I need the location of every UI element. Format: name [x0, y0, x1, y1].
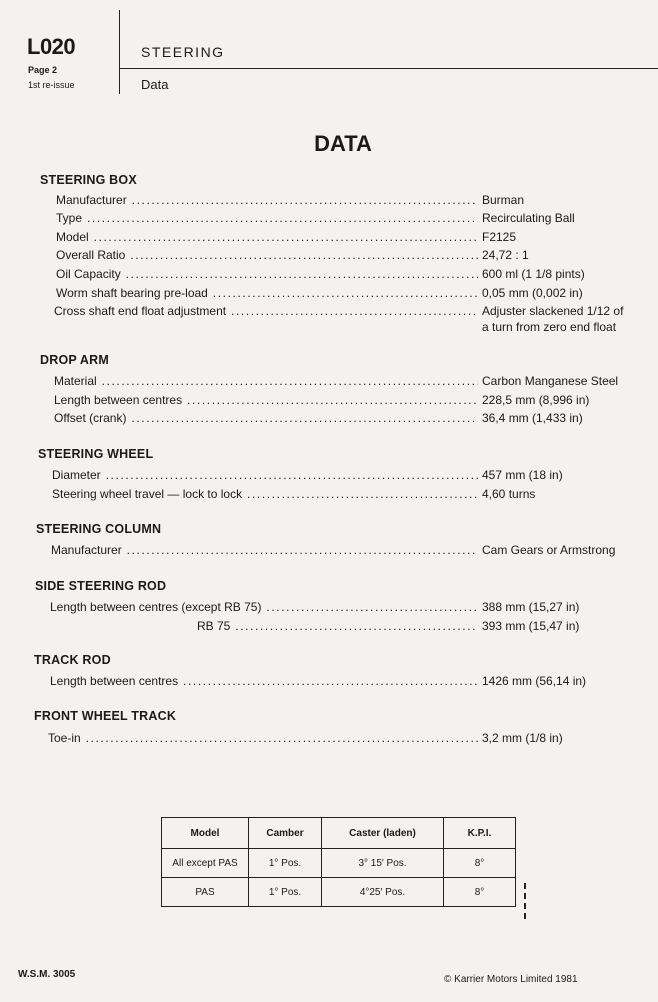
spec-label: Worm shaft bearing pre-load ..... — [56, 285, 480, 301]
spec-value: 36,4 mm (1,433 in) — [478, 410, 583, 426]
section-heading-drop-arm: DROP ARM — [40, 353, 109, 367]
spec-label: Length between centres ..... — [50, 673, 480, 689]
spec-value: 1426 mm (56,14 in) — [478, 673, 586, 689]
spec-label: Material ..... — [54, 373, 480, 389]
section-heading-steering-column: STEERING COLUMN — [36, 522, 162, 536]
document-code: L020 — [27, 34, 76, 59]
table-cell: 1° Pos. — [249, 878, 322, 907]
header-vertical-divider — [119, 10, 120, 94]
spec-label: Manufacturer ..... — [56, 192, 480, 208]
section-heading-track-rod: TRACK ROD — [34, 653, 111, 667]
column-header: Model — [162, 818, 249, 849]
footer-manual-number: W.S.M. 3005 — [18, 969, 76, 980]
section-heading-steering-wheel: STEERING WHEEL — [38, 447, 154, 461]
wheel-geometry-table — [161, 817, 516, 907]
table-cell: All except PAS — [162, 849, 249, 878]
spec-label: Length between centres ..... — [54, 392, 480, 408]
spec-value: Burman — [478, 192, 524, 208]
section-heading-side-steering-rod: SIDE STEERING ROD — [35, 579, 167, 593]
spec-label: Oil Capacity ..... — [56, 266, 480, 282]
table-row — [162, 878, 516, 907]
spec-label: Model ..... — [56, 229, 480, 245]
spec-value: 3,2 mm (1/8 in) — [478, 730, 563, 746]
spec-label: Manufacturer ..... — [51, 542, 480, 558]
spec-label: Type ..... — [56, 210, 480, 226]
revision-bar — [524, 883, 527, 919]
spec-value: Cam Gears or Armstrong — [478, 542, 615, 558]
column-header: Camber — [249, 818, 322, 849]
section-heading-front-wheel-track: FRONT WHEEL TRACK — [34, 709, 177, 723]
spec-value: Adjuster slackened 1/12 of — [478, 303, 623, 319]
footer-copyright: © Karrier Motors Limited 1981 — [444, 974, 578, 985]
spec-label: Cross shaft end float adjustment ..... — [54, 303, 478, 319]
spec-value: 393 mm (15,47 in) — [478, 618, 579, 634]
spec-value: F2125 — [478, 229, 516, 245]
spec-value: 388 mm (15,27 in) — [478, 599, 579, 615]
spec-value: Recirculating Ball — [478, 210, 575, 226]
column-header: Caster (laden) — [322, 818, 444, 849]
header-horizontal-divider — [119, 68, 658, 69]
table-cell: PAS — [162, 878, 249, 907]
spec-value: 600 ml (1 1/8 pints) — [478, 266, 585, 282]
spec-value: 457 mm (18 in) — [478, 467, 563, 483]
spec-value: 4,60 turns — [478, 486, 535, 502]
spec-label: Offset (crank) ..... — [54, 410, 480, 426]
spec-value: 24,72 : 1 — [478, 247, 529, 263]
table-row — [162, 849, 516, 878]
spec-value-continued: a turn from zero end float — [482, 320, 617, 334]
spec-value: Carbon Manganese Steel — [478, 373, 618, 389]
table-cell: 1° Pos. — [249, 849, 322, 878]
spec-value: 228,5 mm (8,996 in) — [478, 392, 589, 408]
page-number: Page 2 — [28, 65, 58, 75]
spec-label: Steering wheel travel — lock to lock ..... — [52, 486, 480, 502]
page-title: DATA — [314, 131, 372, 156]
spec-label: Diameter ..... — [52, 467, 480, 483]
spec-label: Length between centres (except RB 75) ..... — [50, 599, 480, 615]
spec-value: 0,05 mm (0,002 in) — [478, 285, 583, 301]
spec-label: RB 75 ..... — [197, 618, 480, 634]
section-heading-steering-box: STEERING BOX — [40, 173, 137, 187]
spec-label: Toe-in ..... — [48, 730, 480, 746]
subsection-title: Data — [141, 77, 169, 92]
table-cell: 4°25′ Pos. — [322, 878, 444, 907]
table-cell: 8° — [444, 849, 516, 878]
section-title: STEERING — [141, 44, 225, 60]
table-cell: 8° — [444, 878, 516, 907]
table-header-row — [162, 818, 516, 849]
column-header: K.P.I. — [444, 818, 516, 849]
issue-label: 1st re-issue — [28, 80, 75, 90]
spec-label: Overall Ratio ..... — [56, 247, 480, 263]
table-cell: 3° 15′ Pos. — [322, 849, 444, 878]
